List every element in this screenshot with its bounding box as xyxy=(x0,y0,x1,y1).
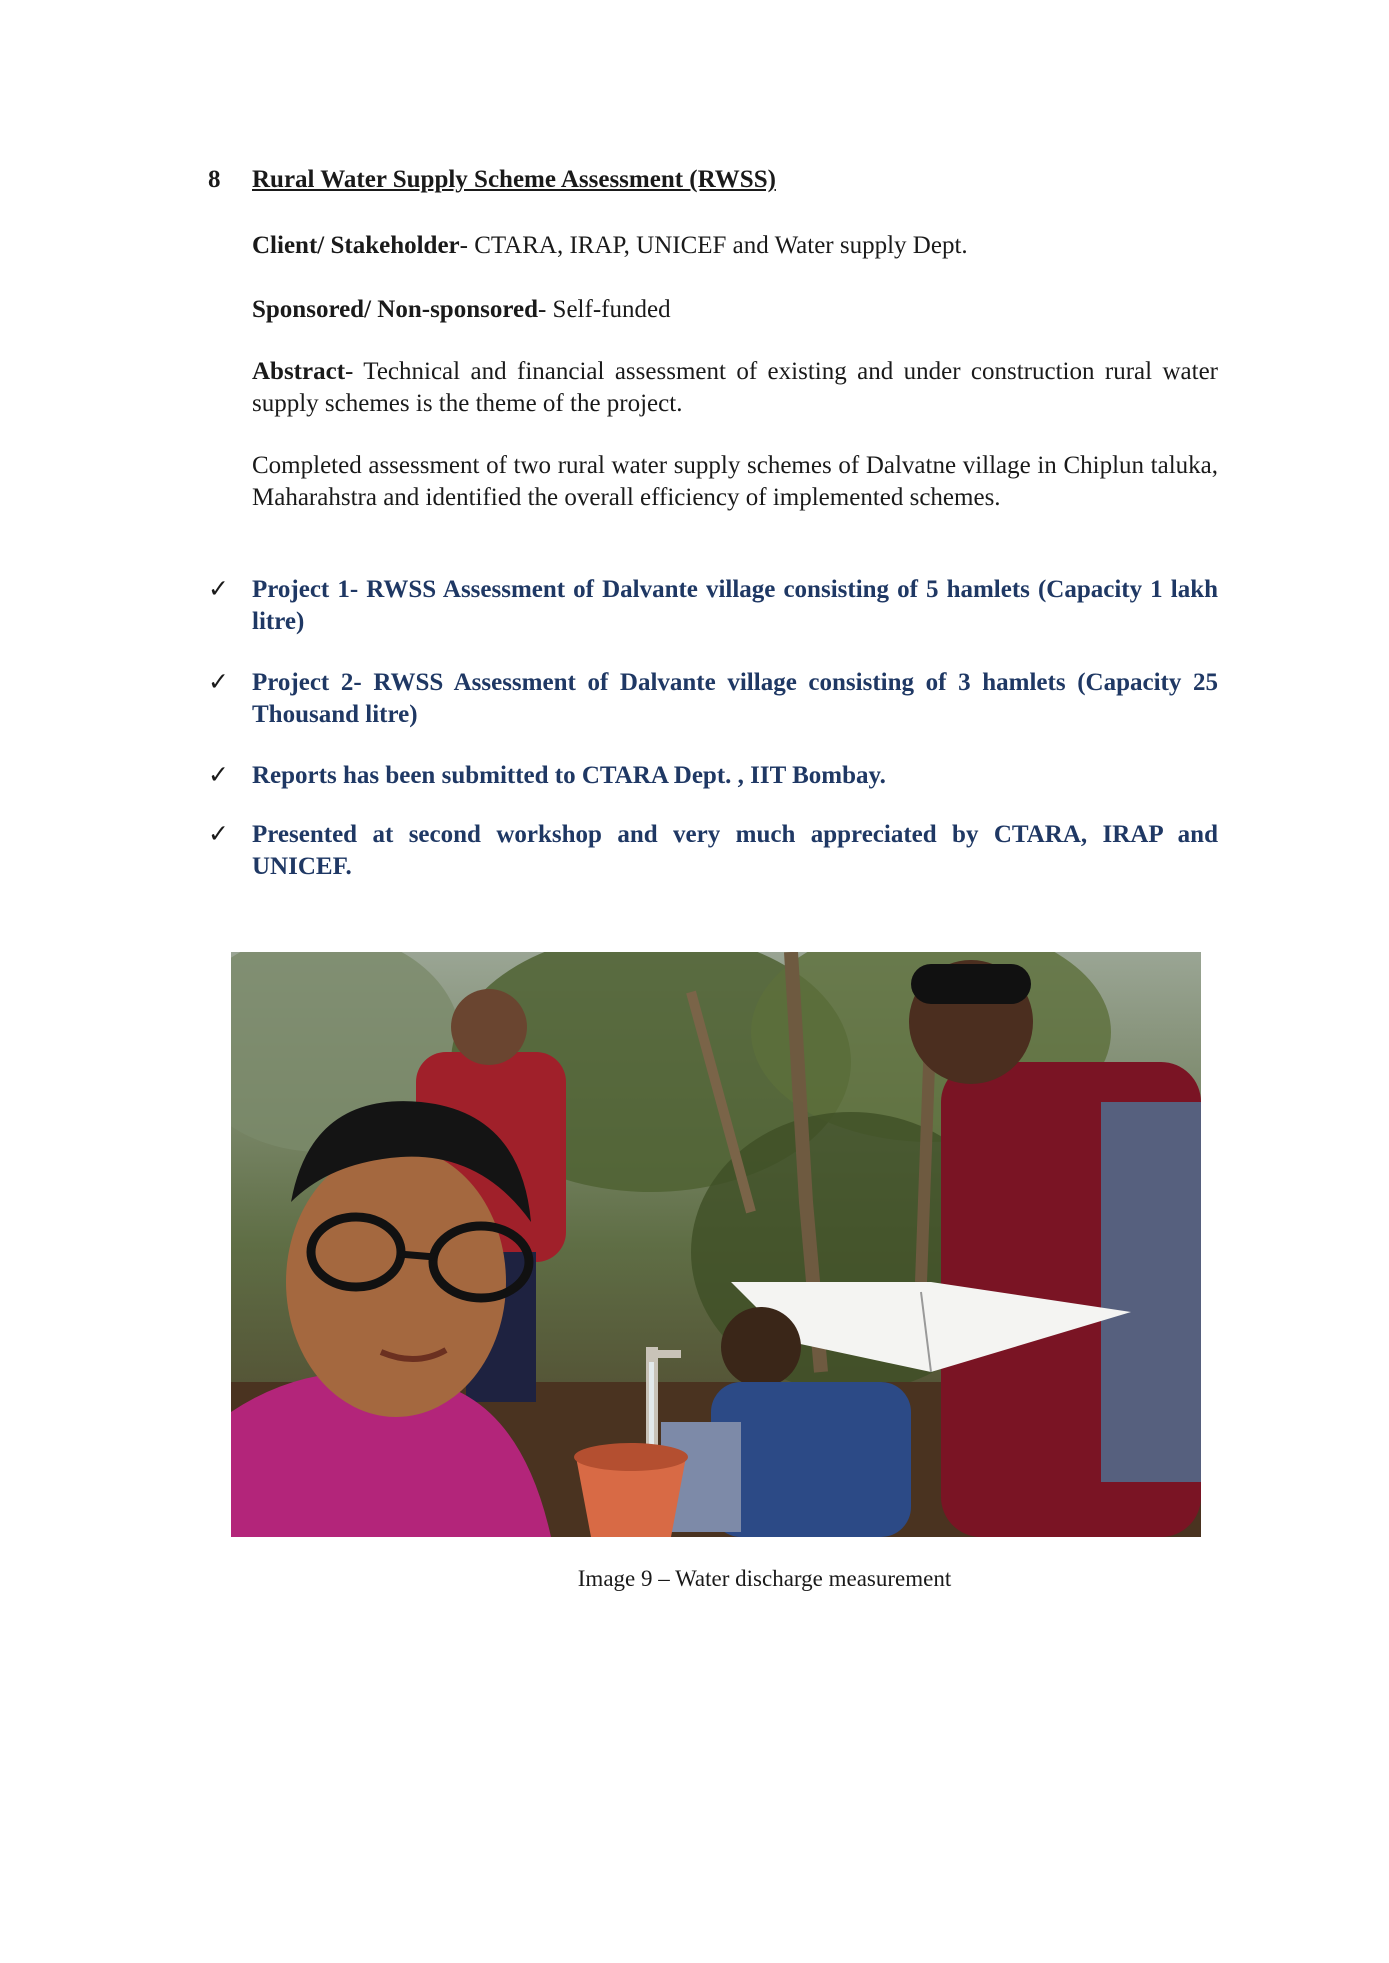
abstract-value: - Technical and financial assessment of existing and under construction rural water supply schemes is the theme of the project. xyxy=(252,358,1218,417)
section-title: Rural Water Supply Scheme Assessment (RWSS) xyxy=(252,166,776,193)
highlight-text: Reports has been submitted to CTARA Dept. , IIT Bombay. xyxy=(252,762,886,789)
checkmark-icon: ✓ xyxy=(208,576,229,603)
highlight-item xyxy=(208,667,1218,731)
abstract-label: Abstract xyxy=(252,358,346,385)
sponsorship-label: Sponsored/ Non-sponsored xyxy=(252,296,538,323)
highlight-item xyxy=(208,760,1218,792)
highlight-text: Project 2- RWSS Assessment of Dalvante village consisting of 3 hamlets (Capacity 25 Thousand litre) xyxy=(252,669,1218,728)
image-caption-text: Image 9 – Water discharge measurement xyxy=(577,1566,952,1591)
checkmark-icon: ✓ xyxy=(208,669,229,696)
client-label: Client/ Stakeholder xyxy=(252,232,460,259)
completed-paragraph: Completed assessment of two rural water supply schemes of Dalvatne village in Chiplun taluka, Maharahstra and identified the overall efficiency of implemented schemes. xyxy=(252,452,1218,511)
sponsorship-line xyxy=(252,294,1218,326)
highlight-item xyxy=(208,819,1218,883)
sponsorship-value: - Self-funded xyxy=(537,296,671,323)
checkmark-icon: ✓ xyxy=(208,821,229,848)
section-number: 8 xyxy=(208,166,221,193)
client-value: - CTARA, IRAP, UNICEF and Water supply Dept. xyxy=(459,232,968,259)
field-photo xyxy=(231,952,1201,1537)
highlight-text: Presented at second workshop and very much appreciated by CTARA, IRAP and UNICEF. xyxy=(252,821,1218,880)
client-line xyxy=(252,230,1218,262)
checkmark-icon: ✓ xyxy=(208,762,229,789)
highlight-item xyxy=(208,574,1218,638)
image-caption xyxy=(0,1566,1389,1592)
highlight-text: Project 1- RWSS Assessment of Dalvante village consisting of 5 hamlets (Capacity 1 lakh litre) xyxy=(252,576,1218,635)
section-heading xyxy=(208,166,776,194)
field-photo-illustration xyxy=(231,952,1201,1537)
abstract-paragraph xyxy=(252,356,1218,420)
